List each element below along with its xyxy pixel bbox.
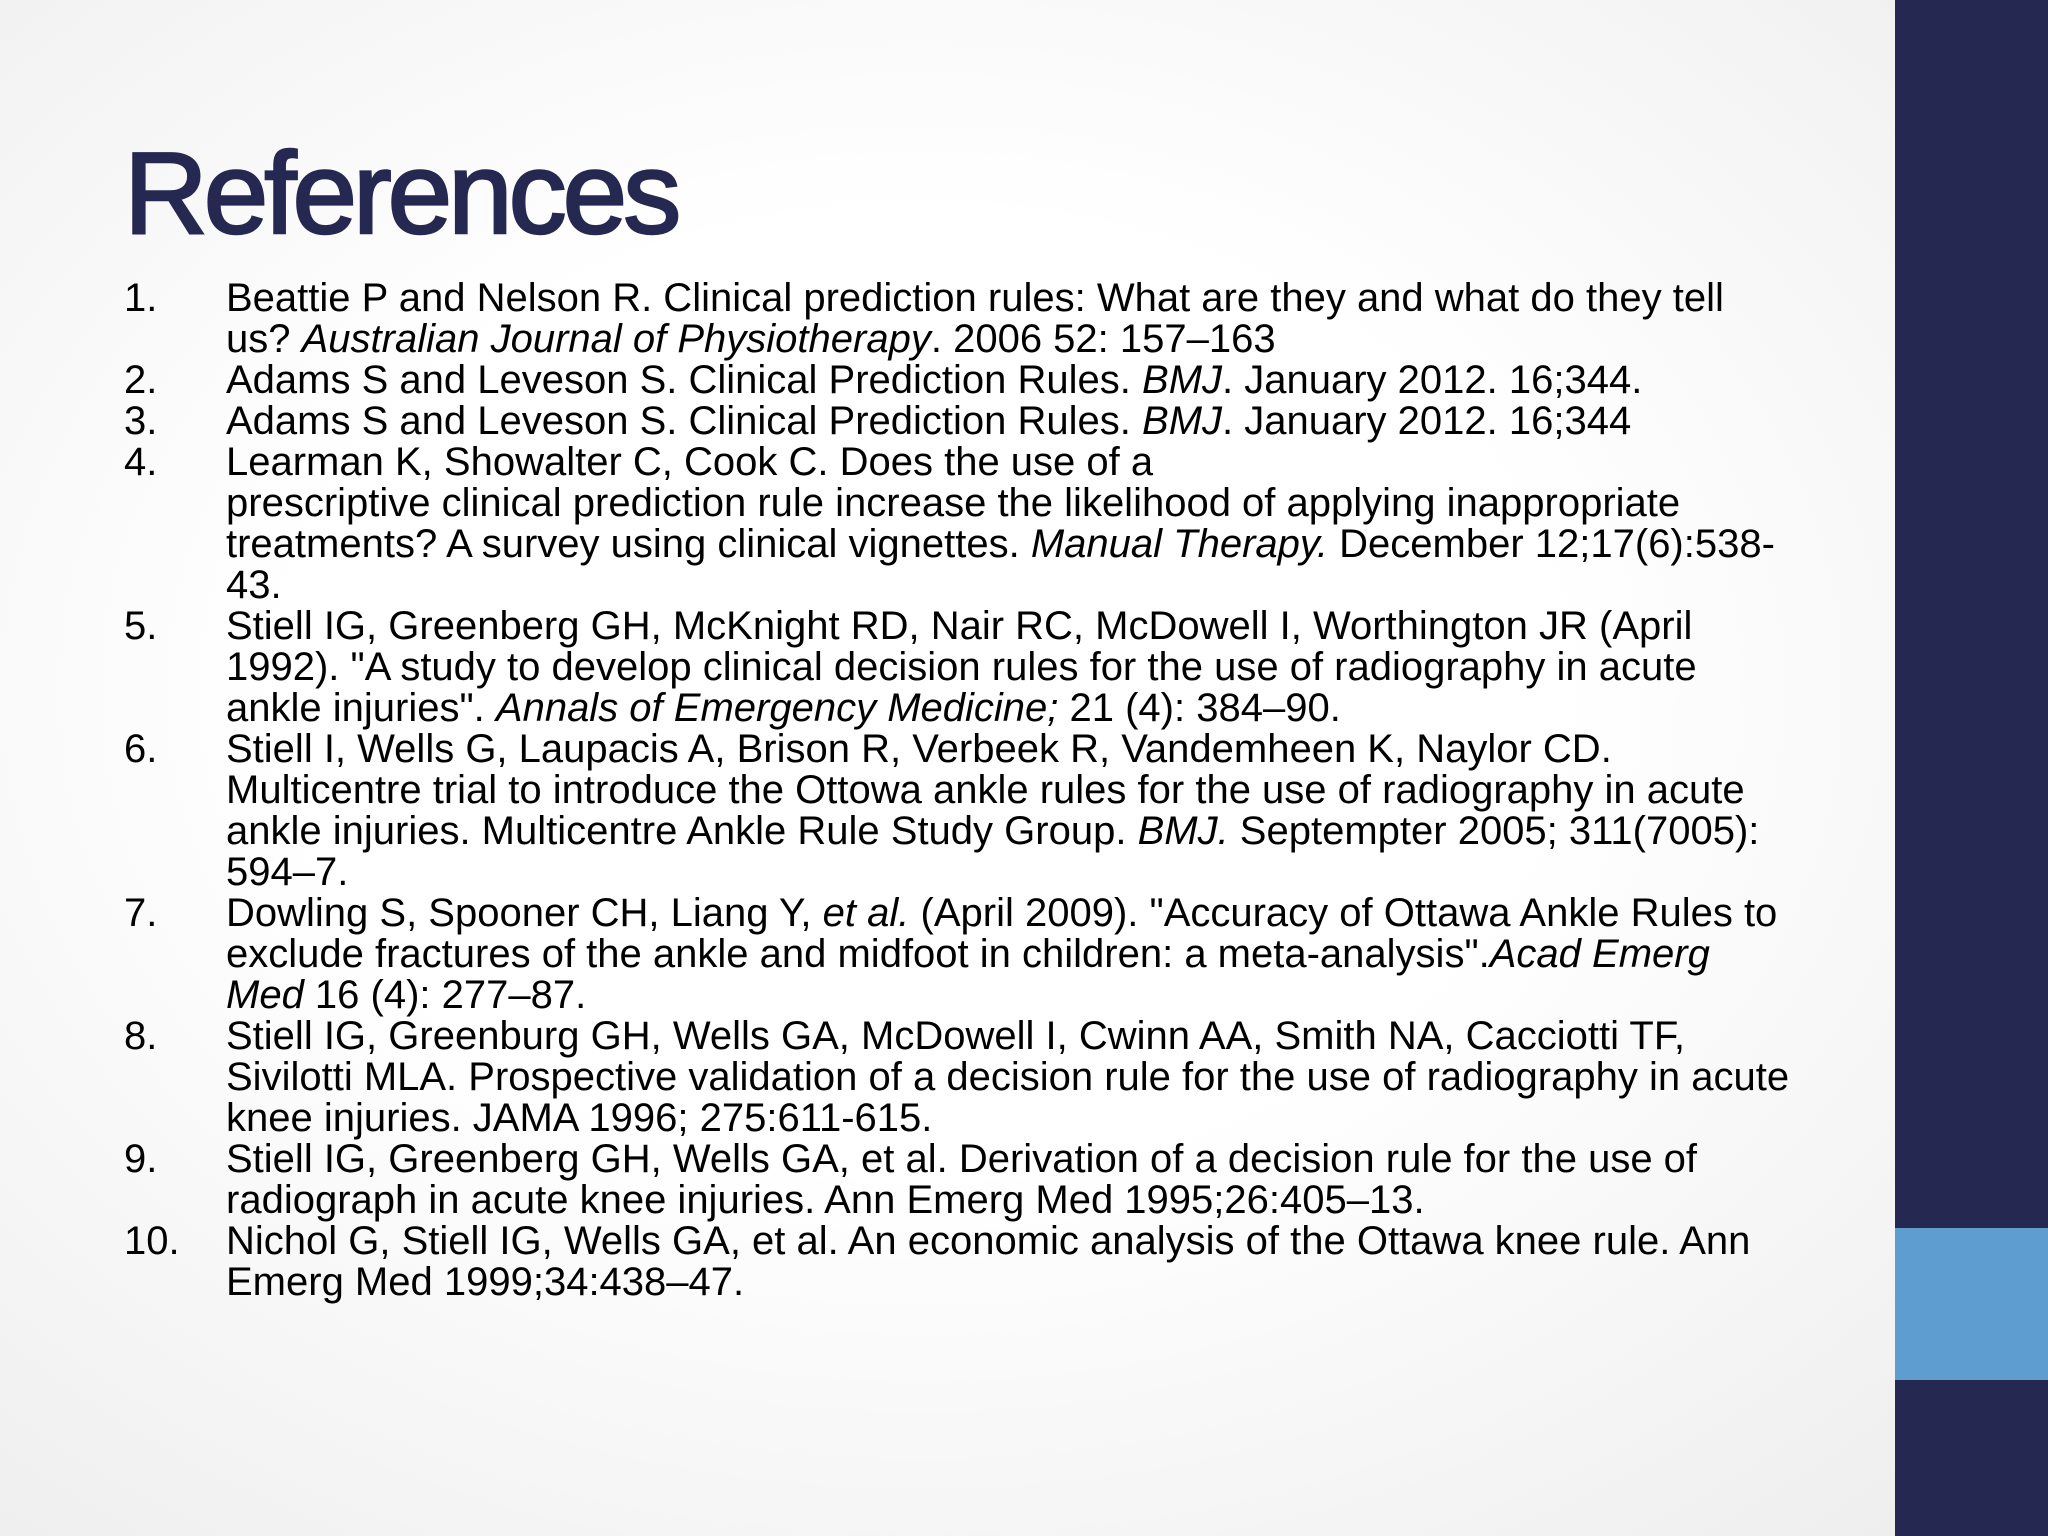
reference-source-italic: Annals of Emergency Medicine; [495,686,1059,730]
reference-segment: Stiell IG, Greenberg GH, McKnight RD, Nair RC, McDowell I, Worthington JR (April 1992). "A study to develop clinical decision rules for the use of radiography in acute ankle injuries". [226,604,1697,730]
reference-source-italic: Australian Journal of Physiotherapy [301,317,931,361]
reference-number: 10. [124,1219,180,1263]
reference-item [124,442,1794,606]
reference-source-italic: BMJ [1142,358,1223,402]
reference-text [226,893,1794,1016]
reference-segment: Stiell IG, Greenberg GH, Wells GA, et al. Derivation of a decision rule for the use of radiograph in acute knee injuries. Ann Emerg Med 1995;26:405–13. [226,1137,1698,1222]
reference-source-italic: BMJ. [1137,809,1229,853]
reference-item [124,729,1794,893]
reference-number: 1. [124,276,158,320]
reference-segment: Adams S and Leveson S. Clinical Prediction Rules. [226,399,1143,443]
reference-source-italic: Manual Therapy. [1030,522,1329,566]
reference-segment: Learman K, Showalter C, Cook C. Does the use of a [226,440,1154,484]
reference-text [226,401,1794,442]
reference-segment: Dowling S, Spooner CH, Liang Y, [226,891,823,935]
reference-number: 3. [124,399,158,443]
reference-segment: . January 2012. 16;344 [1222,399,1632,443]
reference-source-italic: Acad Emerg Med [226,932,1710,1017]
reference-source-italic: BMJ [1142,399,1223,443]
reference-number: 4. [124,440,158,484]
reference-text [226,729,1794,893]
slide-sidebar-accent-block [1895,1228,2048,1380]
reference-segment: 21 (4): 384–90. [1058,686,1341,730]
reference-item [124,1016,1794,1139]
slide-title: References [124,128,678,258]
reference-number: 9. [124,1137,158,1181]
reference-segment: Nichol G, Stiell IG, Wells GA, et al. An economic analysis of the Ottawa knee rule. Ann Emerg Med 1999;34:438–47. [226,1219,1751,1304]
reference-segment: Septempter 2005; 311(7005): 594–7. [226,809,1760,894]
reference-item [124,1221,1794,1303]
reference-segment: December 12;17(6):538-43. [226,522,1775,607]
reference-item [124,401,1794,442]
reference-text [226,360,1794,401]
reference-segment: prescriptive clinical prediction rule increase the likelihood of applying inappropriate treatments? A survey using clinical vignettes. [226,481,1681,566]
reference-segment: 16 (4): 277–87. [303,973,587,1017]
reference-segment: . January 2012. 16;344. [1222,358,1643,402]
reference-item [124,893,1794,1016]
reference-text [226,278,1794,360]
reference-text [226,1139,1794,1221]
reference-number: 8. [124,1014,158,1058]
reference-text [226,442,1794,606]
reference-segment: . 2006 52: 157–163 [930,317,1276,361]
reference-segment: Beattie P and Nelson R. Clinical prediction rules: What are they and what do they tell us? [226,276,1724,361]
reference-item [124,360,1794,401]
reference-item [124,278,1794,360]
reference-text [226,1221,1794,1303]
reference-text [226,1016,1794,1139]
reference-segment: Stiell IG, Greenburg GH, Wells GA, McDowell I, Cwinn AA, Smith NA, Cacciotti TF, Sivilotti MLA. Prospective validation of a decision rule for the use of radiography in acute knee injuries. JAMA 1996; 275:611-615. [226,1014,1790,1140]
reference-text [226,606,1794,729]
reference-number: 2. [124,358,158,402]
reference-segment: (April 2009). "Accuracy of Ottawa Ankle Rules to exclude fractures of the ankle and midfoot in children: a meta-analysis". [226,891,1778,976]
reference-number: 6. [124,727,158,771]
reference-segment: Adams S and Leveson S. Clinical Prediction Rules. [226,358,1143,402]
reference-number: 5. [124,604,158,648]
reference-number: 7. [124,891,158,935]
reference-item [124,606,1794,729]
reference-source-italic: et al. [822,891,910,935]
reference-list [124,278,1794,1303]
reference-segment: Stiell I, Wells G, Laupacis A, Brison R, Verbeek R, Vandemheen K, Naylor CD. Multicentre trial to introduce the Ottowa ankle rules for the use of radiography in acute ankle injuries. Multicentre Ankle Rule Study Group. [226,727,1745,853]
reference-item [124,1139,1794,1221]
